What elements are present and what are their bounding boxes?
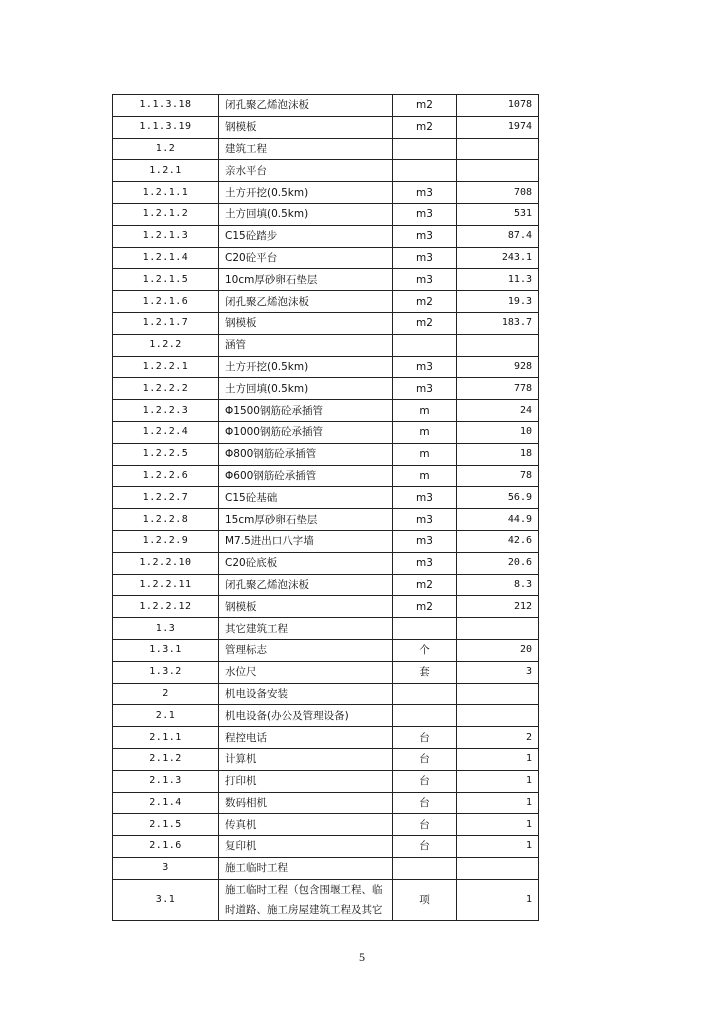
item-name-cell: Φ600钢筋砼承插管: [219, 465, 393, 487]
table-row: [113, 247, 539, 269]
unit-cell: [393, 138, 457, 160]
table-row: [113, 639, 539, 661]
item-name-cell: 施工临时工程: [219, 857, 393, 879]
table-row: [113, 421, 539, 443]
table-row: [113, 356, 539, 378]
item-code-cell: 1.2.2.8: [113, 509, 219, 531]
unit-cell: m3: [393, 487, 457, 509]
unit-cell: m: [393, 443, 457, 465]
table-row: [113, 225, 539, 247]
quantity-cell: [457, 138, 539, 160]
item-code-cell: 1.1.3.19: [113, 116, 219, 138]
item-code-cell: 2.1.6: [113, 836, 219, 858]
table-row: [113, 683, 539, 705]
unit-cell: m2: [393, 574, 457, 596]
unit-cell: m2: [393, 312, 457, 334]
item-code-cell: 2.1.2: [113, 748, 219, 770]
unit-cell: 台: [393, 836, 457, 858]
table-row: [113, 138, 539, 160]
quantity-cell: [457, 705, 539, 727]
table-row: [113, 748, 539, 770]
item-code-cell: 1.2.1.2: [113, 203, 219, 225]
quantity-cell: 183.7: [457, 312, 539, 334]
item-code-cell: 2.1.5: [113, 814, 219, 836]
unit-cell: m: [393, 421, 457, 443]
item-code-cell: 1.2.2.6: [113, 465, 219, 487]
page-number: 5: [359, 950, 365, 964]
unit-cell: 项: [393, 879, 457, 920]
item-name-cell: 数码相机: [219, 792, 393, 814]
item-code-cell: 1.2.1.1: [113, 182, 219, 204]
quantity-cell: 212: [457, 596, 539, 618]
item-name-cell: 程控电话: [219, 727, 393, 749]
unit-cell: m3: [393, 356, 457, 378]
quantity-cell: 1078: [457, 95, 539, 117]
table-row: [113, 618, 539, 640]
table-row: [113, 530, 539, 552]
quantity-cell: 44.9: [457, 509, 539, 531]
table-row: [113, 269, 539, 291]
item-name-cell: 其它建筑工程: [219, 618, 393, 640]
quantity-cell: 24: [457, 400, 539, 422]
item-code-cell: 1.2.1.3: [113, 225, 219, 247]
quantity-cell: [457, 683, 539, 705]
table-row: [113, 727, 539, 749]
unit-cell: 台: [393, 792, 457, 814]
item-code-cell: 1.2.1.5: [113, 269, 219, 291]
quantity-cell: 1: [457, 792, 539, 814]
item-code-cell: 1.2.2.11: [113, 574, 219, 596]
item-name-cell: 闭孔聚乙烯泡沫板: [219, 291, 393, 313]
table-row: [113, 596, 539, 618]
item-code-cell: 1.2.2.3: [113, 400, 219, 422]
item-name-cell: 闭孔聚乙烯泡沫板: [219, 95, 393, 117]
item-code-cell: 1.2.2.12: [113, 596, 219, 618]
item-name-cell: C20砼底板: [219, 552, 393, 574]
quantity-cell: 20.6: [457, 552, 539, 574]
quantity-cell: 1: [457, 770, 539, 792]
item-code-cell: 1.3.1: [113, 639, 219, 661]
table-row: [113, 857, 539, 879]
quantity-cell: 42.6: [457, 530, 539, 552]
item-code-cell: 2.1.1: [113, 727, 219, 749]
item-name-cell: Φ800钢筋砼承插管: [219, 443, 393, 465]
unit-cell: m3: [393, 225, 457, 247]
table-row: [113, 705, 539, 727]
item-name-cell: 钢模板: [219, 596, 393, 618]
quantity-cell: 3: [457, 661, 539, 683]
unit-cell: m3: [393, 247, 457, 269]
unit-cell: m3: [393, 530, 457, 552]
item-name-cell: 15cm厚砂卵石垫层: [219, 509, 393, 531]
item-name-cell: 管理标志: [219, 639, 393, 661]
item-name-cell: 复印机: [219, 836, 393, 858]
item-name-cell: 打印机: [219, 770, 393, 792]
item-code-cell: 1.2.1.7: [113, 312, 219, 334]
quantity-cell: 56.9: [457, 487, 539, 509]
quantity-cell: 1: [457, 879, 539, 920]
unit-cell: m: [393, 400, 457, 422]
item-code-cell: 1.3.2: [113, 661, 219, 683]
unit-cell: 台: [393, 748, 457, 770]
unit-cell: 个: [393, 639, 457, 661]
item-name-cell: 施工临时工程（包含围堰工程、临时道路、施工房屋建筑工程及其它: [219, 879, 393, 920]
item-name-cell: 土方回填(0.5km): [219, 378, 393, 400]
item-code-cell: 1.2.2.4: [113, 421, 219, 443]
item-code-cell: 1.2.2: [113, 334, 219, 356]
item-code-cell: 1.2.2.5: [113, 443, 219, 465]
unit-cell: m2: [393, 291, 457, 313]
table-row: [113, 487, 539, 509]
item-name-cell: 传真机: [219, 814, 393, 836]
quantity-cell: 87.4: [457, 225, 539, 247]
item-name-cell: 10cm厚砂卵石垫层: [219, 269, 393, 291]
quantity-cell: [457, 618, 539, 640]
table-body: [113, 95, 539, 921]
item-name-cell: 机电设备(办公及管理设备): [219, 705, 393, 727]
item-code-cell: 2.1: [113, 705, 219, 727]
quantity-cell: 8.3: [457, 574, 539, 596]
item-name-cell: M7.5进出口八字墙: [219, 530, 393, 552]
table-row: [113, 574, 539, 596]
unit-cell: 台: [393, 770, 457, 792]
quantity-cell: [457, 160, 539, 182]
item-code-cell: 1.2.2.1: [113, 356, 219, 378]
unit-cell: m3: [393, 182, 457, 204]
table-row: [113, 465, 539, 487]
table-row: [113, 312, 539, 334]
item-name-cell: 钢模板: [219, 116, 393, 138]
item-name-cell: 土方开挖(0.5km): [219, 356, 393, 378]
quantity-cell: 2: [457, 727, 539, 749]
unit-cell: m3: [393, 203, 457, 225]
item-name-cell: Φ1000钢筋砼承插管: [219, 421, 393, 443]
unit-cell: 套: [393, 661, 457, 683]
table-row: [113, 661, 539, 683]
table-row: [113, 334, 539, 356]
quantity-cell: 531: [457, 203, 539, 225]
unit-cell: m2: [393, 596, 457, 618]
quantity-cell: [457, 334, 539, 356]
unit-cell: 台: [393, 814, 457, 836]
item-code-cell: 1.2.2.7: [113, 487, 219, 509]
quantity-cell: 20: [457, 639, 539, 661]
quantity-cell: 928: [457, 356, 539, 378]
item-name-cell: 钢模板: [219, 312, 393, 334]
item-code-cell: 2.1.3: [113, 770, 219, 792]
quantity-table: [112, 94, 539, 921]
unit-cell: m3: [393, 509, 457, 531]
table-row: [113, 879, 539, 920]
item-name-cell: 机电设备安装: [219, 683, 393, 705]
unit-cell: [393, 857, 457, 879]
unit-cell: 台: [393, 727, 457, 749]
quantity-cell: 19.3: [457, 291, 539, 313]
item-name-cell: C15砼踏步: [219, 225, 393, 247]
table-row: [113, 443, 539, 465]
unit-cell: m3: [393, 378, 457, 400]
item-code-cell: 1.2.1.6: [113, 291, 219, 313]
item-code-cell: 3.1: [113, 879, 219, 920]
quantity-cell: 243.1: [457, 247, 539, 269]
quantity-cell: 1: [457, 836, 539, 858]
quantity-cell: 18: [457, 443, 539, 465]
quantity-cell: 78: [457, 465, 539, 487]
item-name-cell: 建筑工程: [219, 138, 393, 160]
unit-cell: m3: [393, 269, 457, 291]
unit-cell: m: [393, 465, 457, 487]
table-row: [113, 182, 539, 204]
item-code-cell: 1.2.1.4: [113, 247, 219, 269]
item-code-cell: 1.3: [113, 618, 219, 640]
unit-cell: [393, 618, 457, 640]
table-row: [113, 792, 539, 814]
quantity-cell: 10: [457, 421, 539, 443]
table-row: [113, 814, 539, 836]
table-row: [113, 378, 539, 400]
quantity-cell: 1974: [457, 116, 539, 138]
table-row: [113, 770, 539, 792]
table-row: [113, 400, 539, 422]
table-row: [113, 160, 539, 182]
item-code-cell: 1.2: [113, 138, 219, 160]
item-code-cell: 1.2.1: [113, 160, 219, 182]
quantity-cell: [457, 857, 539, 879]
quantity-cell: 11.3: [457, 269, 539, 291]
unit-cell: m2: [393, 95, 457, 117]
unit-cell: [393, 160, 457, 182]
item-name-cell: 闭孔聚乙烯泡沫板: [219, 574, 393, 596]
item-code-cell: 3: [113, 857, 219, 879]
quantity-cell: 1: [457, 814, 539, 836]
unit-cell: [393, 334, 457, 356]
table-row: [113, 95, 539, 117]
item-name-cell: 土方开挖(0.5km): [219, 182, 393, 204]
table-row: [113, 552, 539, 574]
item-name-cell: 涵管: [219, 334, 393, 356]
item-code-cell: 1.1.3.18: [113, 95, 219, 117]
item-name-cell: 亲水平台: [219, 160, 393, 182]
unit-cell: m3: [393, 552, 457, 574]
quantity-cell: 1: [457, 748, 539, 770]
item-name-cell: 土方回填(0.5km): [219, 203, 393, 225]
unit-cell: m2: [393, 116, 457, 138]
quantity-cell: 778: [457, 378, 539, 400]
table-row: [113, 509, 539, 531]
unit-cell: [393, 705, 457, 727]
unit-cell: [393, 683, 457, 705]
item-name-cell: 计算机: [219, 748, 393, 770]
table-row: [113, 291, 539, 313]
item-name-cell: Φ1500钢筋砼承插管: [219, 400, 393, 422]
table-row: [113, 116, 539, 138]
quantity-cell: 708: [457, 182, 539, 204]
item-name-cell: C20砼平台: [219, 247, 393, 269]
table-row: [113, 836, 539, 858]
item-code-cell: 1.2.2.10: [113, 552, 219, 574]
item-code-cell: 1.2.2.2: [113, 378, 219, 400]
item-code-cell: 2: [113, 683, 219, 705]
table-row: [113, 203, 539, 225]
item-code-cell: 1.2.2.9: [113, 530, 219, 552]
item-name-cell: C15砼基础: [219, 487, 393, 509]
item-name-cell: 水位尺: [219, 661, 393, 683]
item-code-cell: 2.1.4: [113, 792, 219, 814]
